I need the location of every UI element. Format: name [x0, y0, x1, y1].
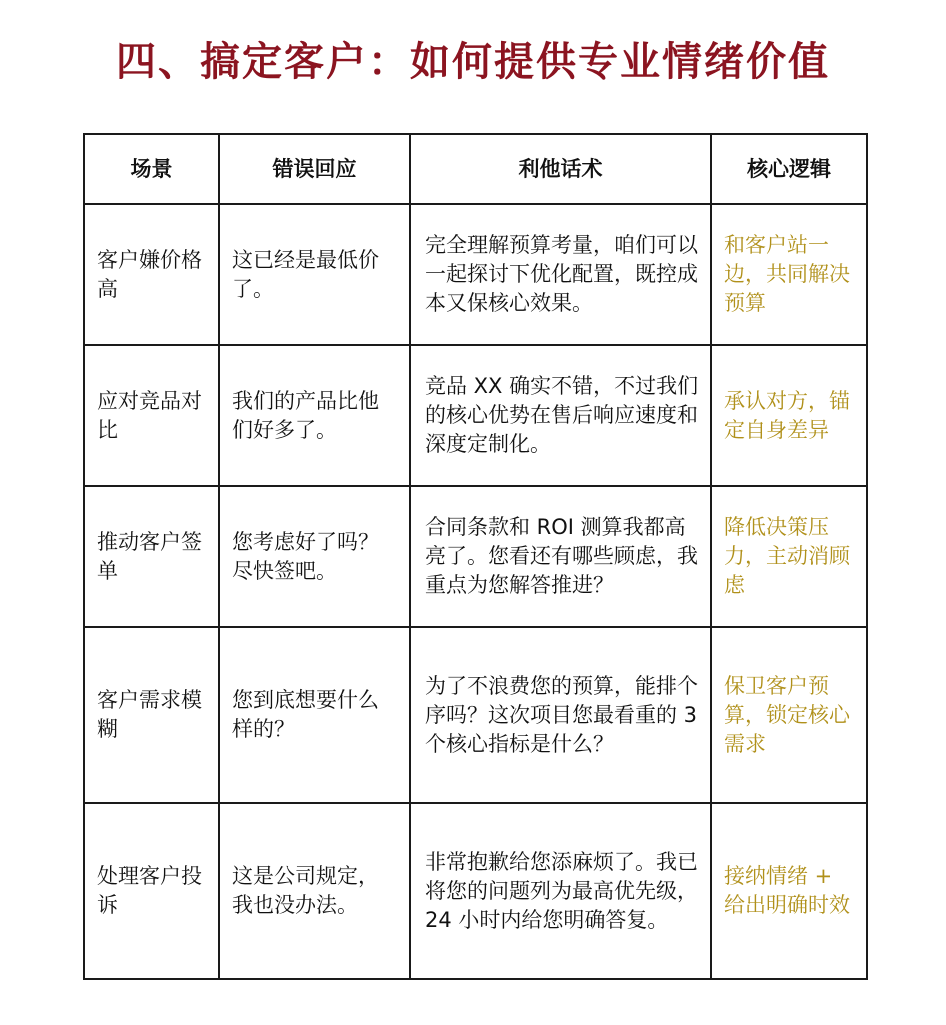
header-core-logic: 核心逻辑 — [711, 134, 867, 204]
cell-wrong-response: 这已经是最低价了。 — [219, 204, 410, 345]
cell-core-logic: 降低决策压力，主动消顾虑 — [711, 486, 867, 627]
cell-script: 非常抱歉给您添麻烦了。我已将您的问题列为最高优先级，24 小时内给您明确答复。 — [410, 803, 711, 979]
cell-wrong-response: 我们的产品比他们好多了。 — [219, 345, 410, 486]
table-header-row — [84, 134, 867, 204]
table-row — [84, 486, 867, 627]
header-altruistic-script: 利他话术 — [410, 134, 711, 204]
strategy-table — [83, 133, 868, 980]
cell-script: 合同条款和 ROI 测算我都高亮了。您看还有哪些顾虑，我重点为您解答推进？ — [410, 486, 711, 627]
cell-script: 竞品 XX 确实不错，不过我们的核心优势在售后响应速度和深度定制化。 — [410, 345, 711, 486]
cell-wrong-response: 您考虑好了吗？尽快签吧。 — [219, 486, 410, 627]
cell-core-logic: 和客户站一边，共同解决预算 — [711, 204, 867, 345]
table-row — [84, 627, 867, 803]
cell-wrong-response: 这是公司规定，我也没办法。 — [219, 803, 410, 979]
cell-scene: 推动客户签单 — [84, 486, 219, 627]
cell-scene: 应对竞品对比 — [84, 345, 219, 486]
table-row — [84, 345, 867, 486]
cell-wrong-response: 您到底想要什么样的？ — [219, 627, 410, 803]
cell-scene: 客户嫌价格高 — [84, 204, 219, 345]
cell-scene: 处理客户投诉 — [84, 803, 219, 979]
cell-script: 为了不浪费您的预算，能排个序吗？这次项目您最看重的 3 个核心指标是什么？ — [410, 627, 711, 803]
page-title: 四、搞定客户：如何提供专业情绪价值 — [116, 39, 830, 85]
table-row — [84, 204, 867, 345]
cell-core-logic: 接纳情绪 + 给出明确时效 — [711, 803, 867, 979]
cell-script: 完全理解预算考量，咱们可以一起探讨下优化配置，既控成本又保核心效果。 — [410, 204, 711, 345]
table-row — [84, 803, 867, 979]
cell-core-logic: 承认对方，锚定自身差异 — [711, 345, 867, 486]
cell-core-logic: 保卫客户预算，锁定核心需求 — [711, 627, 867, 803]
header-wrong-response: 错误回应 — [219, 134, 410, 204]
header-scene: 场景 — [84, 134, 219, 204]
cell-scene: 客户需求模糊 — [84, 627, 219, 803]
